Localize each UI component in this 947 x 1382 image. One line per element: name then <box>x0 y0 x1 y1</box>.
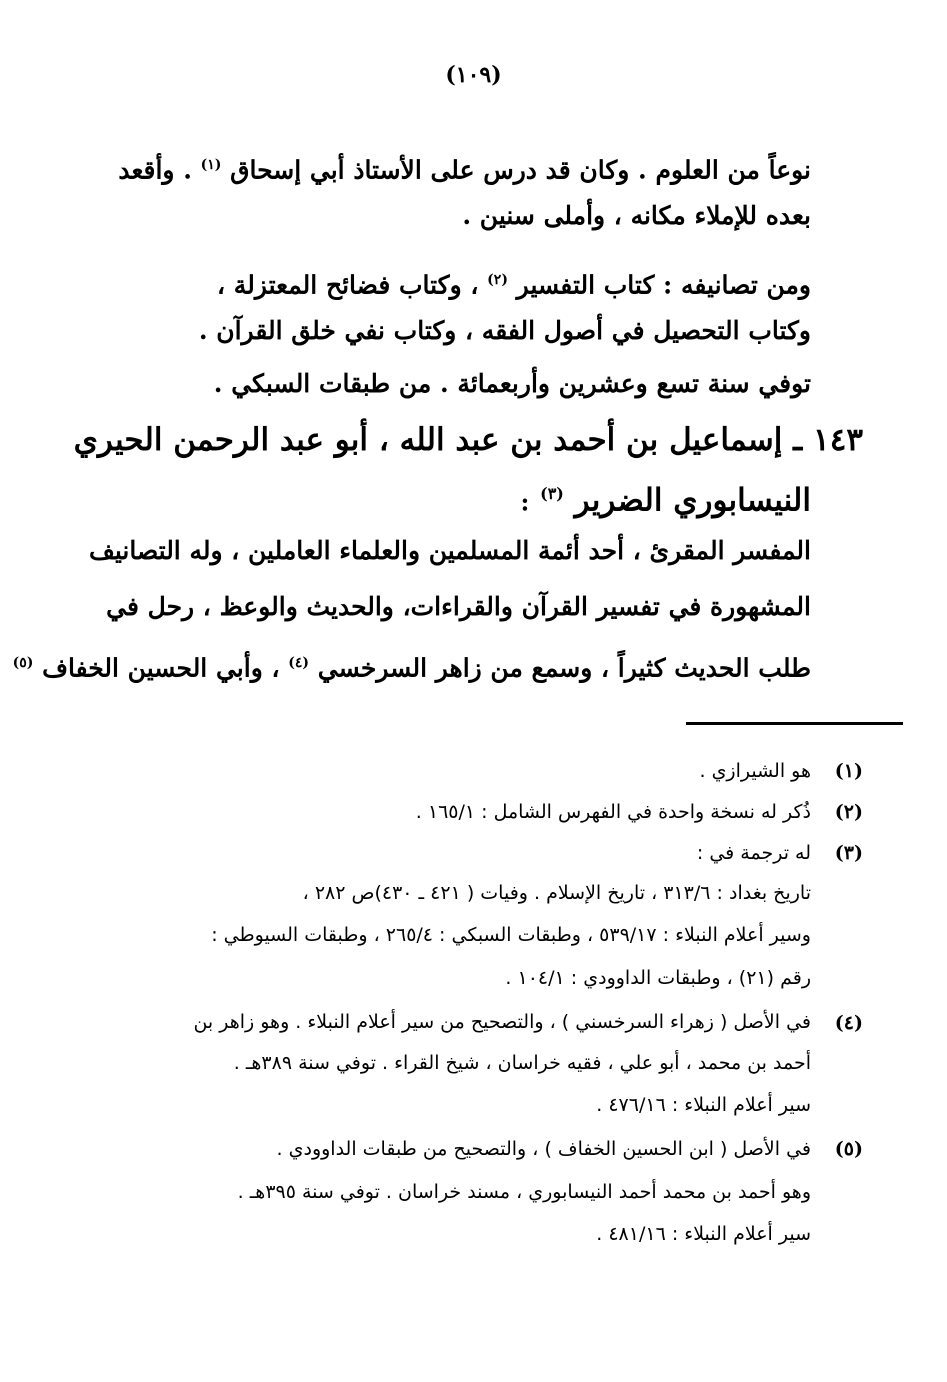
entry-name-colon: : <box>520 487 530 517</box>
footnote-4-line-2: أحمد بن محمد ، أبو علي ، فقيه خراسان ، شيخ القراء . توفي سنة ٣٨٩هـ . <box>233 1052 811 1074</box>
entry-heading-line-1 <box>74 418 863 462</box>
footnote-2-line-1: ذُكر له نسخة واحدة في الفهرس الشامل : ١٦٥/١ . <box>415 801 811 823</box>
body-line-3-end: ، وكتاب فضائح المعتزلة ، <box>217 270 479 300</box>
body-line-1 <box>118 147 811 188</box>
footnote-4-line-3: سير أعلام النبلاء : ٤٧٦/١٦ . <box>596 1094 811 1116</box>
footnote-5-line-2: وهو أحمد بن محمد أحمد النيسابوري ، مسند خراسان . توفي سنة ٣٩٥هـ . <box>237 1181 811 1203</box>
footnote-3-number: (٣) <box>834 842 863 864</box>
body-line-4: وكتاب التحصيل في أصول الفقه ، وكتاب نفي خلق القرآن . <box>198 316 811 345</box>
entry-text-line-1: المفسر المقرئ ، أحد أئمة المسلمين والعلماء العاملين ، وله التصانيف <box>88 536 811 565</box>
footnote-3-line-1: له ترجمة في : <box>696 842 811 864</box>
body-line-3 <box>217 262 811 303</box>
body-line-1-end: . وأقعد <box>118 155 192 185</box>
entry-text-line-3-b: ، وأبي الحسين الخفاف <box>42 653 280 683</box>
footnote-ref-5[interactable]: (٥) <box>12 655 34 671</box>
entry-text-line-2: المشهورة في تفسير القرآن والقراءات، والحديث والوعظ ، رحل في <box>106 592 811 621</box>
footnote-3-line-4: رقم (٢١) ، وطبقات الداوودي : ١٠٤/١ . <box>505 967 811 989</box>
footnote-5-number: (٥) <box>834 1138 863 1160</box>
footnote-3-line-3: وسير أعلام النبلاء : ٥٣٩/١٧ ، وطبقات السبكي : ٢٦٥/٤ ، وطبقات السيوطي : <box>211 924 811 946</box>
footnote-4-line-1: في الأصل ( زهراء السرخسني ) ، والتصحيح من سير أعلام النبلاء . وهو زاهر بن <box>193 1011 811 1033</box>
entry-number: ١٤٣ <box>813 422 863 458</box>
entry-text-line-3 <box>13 645 811 686</box>
entry-dash: ـ <box>793 422 803 458</box>
body-line-2: بعده للإملاء مكانه ، وأملى سنين . <box>462 201 811 230</box>
footnote-ref-2[interactable]: (٢) <box>487 272 508 288</box>
body-line-3-text: ومن تصانيفه : كتاب التفسير <box>516 270 811 300</box>
entry-name-line-1: إسماعيل بن أحمد بن عبد الله ، أبو عبد الرحمن الحيري <box>73 422 783 458</box>
footnote-1-number: (١) <box>834 760 863 782</box>
footnote-ref-1[interactable]: (١) <box>200 157 222 173</box>
footnote-ref-3[interactable]: (٣) <box>540 484 564 503</box>
footnote-3-line-2: تاريخ بغداد : ٣١٣/٦ ، تاريخ الإسلام . وفيات ( ٤٢١ ـ ٤٣٠)ص ٢٨٢ ، <box>302 882 811 904</box>
footnote-5-line-3: سير أعلام النبلاء : ٤٨١/١٦ . <box>596 1223 811 1245</box>
footnote-4-number: (٤) <box>834 1012 863 1034</box>
body-line-1-text: نوعاً من العلوم . وكان قد درس على الأستاذ أبي إسحاق <box>230 155 811 185</box>
entry-text-line-3-a: طلب الحديث كثيراً ، وسمع من زاهر السرخسي <box>317 653 811 683</box>
body-line-5: توفي سنة تسع وعشرين وأربعمائة . من طبقات السبكي . <box>213 369 811 398</box>
entry-name-line-2: النيسابوري الضرير <box>574 482 811 519</box>
footnote-5-line-1: في الأصل ( ابن الحسين الخفاف ) ، والتصحيح من طبقات الداوودي . <box>276 1138 811 1160</box>
footnote-ref-4[interactable]: (٤) <box>288 655 310 671</box>
footnote-2-number: (٢) <box>834 801 863 823</box>
entry-heading-line-2 <box>520 472 811 524</box>
footnote-separator <box>686 722 903 725</box>
page-number: (١٠٩) <box>445 62 502 88</box>
footnote-1-line-1: هو الشيرازي . <box>699 760 811 782</box>
